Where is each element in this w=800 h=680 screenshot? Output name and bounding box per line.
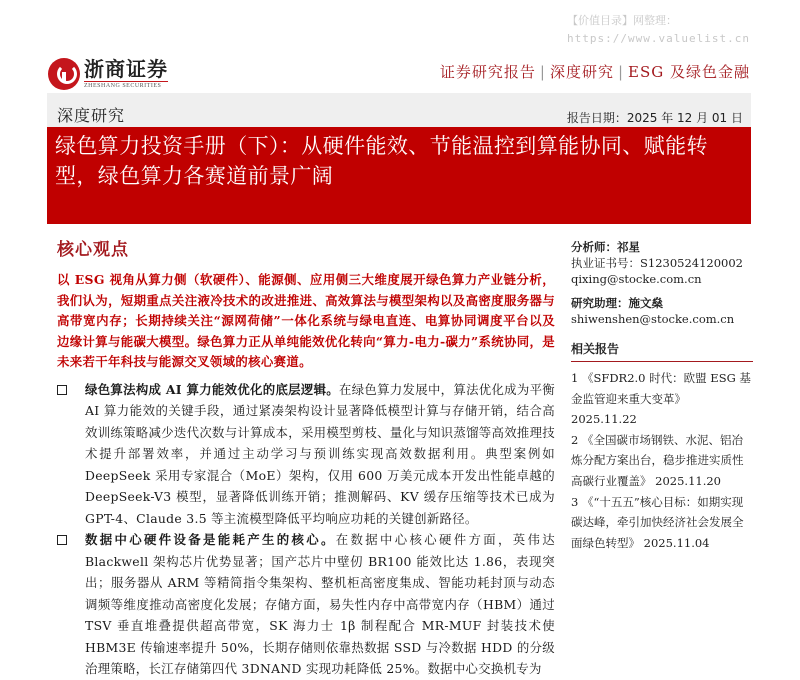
key-point	[57, 379, 555, 530]
analyst-info	[571, 239, 751, 287]
key-point	[57, 529, 555, 680]
core-view-heading: 核心观点	[57, 240, 129, 260]
analyst-label: 分析师：	[571, 240, 617, 254]
assistant-info	[571, 295, 751, 327]
header-category-nav	[440, 61, 750, 82]
nav-item-research-report: 证券研究报告	[439, 63, 536, 81]
key-point-lead: 数据中心硬件设备是能耗产生的核心。	[85, 532, 336, 548]
key-point-body: 在绿色算力发展中，算法优化成为平衡 AI 算力能效的关键手段，通过紧凑架构设计显著降低模型计算与存储开销，结合高效训练策略减少迭代次数与计算成本，采用模型剪枝、量化与知识蒸馏等高效推理技术提升部署效率，并通过主动学习与预训练实现高效数据利用。典型案例如 DeepSeek 采用专家混合（MoE）架构，仅用 600 万美元成本开发出性能卓越的 DeepSeek-V3 模型，显著降低训练开销；推测解码、KV 缓存压缩等技术已成为 GPT-4、Claude 3.5 等主流模型降低平均响应功耗的关键创新路径。	[85, 381, 555, 526]
title-banner	[47, 127, 751, 224]
related-report-item[interactable]: 2 《全国碳市场钢铁、水泥、铝冶炼分配方案出台，稳步推进实质性高碳行业覆盖》 2025.11.20	[571, 432, 744, 488]
logo-mark-icon	[48, 58, 80, 90]
report-date: 报告日期：2025 年 12 月 01 日	[566, 111, 743, 125]
nav-item-esg: ESG 及绿色金融	[628, 63, 750, 81]
watermark-url: https://www.valuelist.cn	[567, 32, 750, 45]
core-view-summary: 以 ESG 视角从算力侧（软硬件）、能源侧、应用侧三大维度展开绿色算力产业链分析，我们认为，短期重点关注液冷技术的改进推进、高效算法与模型架构以及高密度服务器与高带宽内存；长期持续关注“源网荷储”一体化系统与绿电直连、电算协同调度平台以及边缘计算与能碳大模型。绿色算力正从单纯能效优化转向“算力-电力-碳力”系统协同，是未来若干年科技与能源交叉领域的核心赛道。	[57, 272, 555, 370]
related-reports-heading: 相关报告	[571, 341, 753, 362]
doc-type-band	[47, 93, 751, 127]
report-title: 绿色算力投资手册（下）：从硬件能效、节能温控到算能协同、赋能转型，绿色算力各赛道前景广阔	[55, 134, 708, 188]
separator: |	[617, 63, 625, 81]
logo-name-cn: 浙商证券	[84, 57, 168, 81]
main-content	[57, 235, 555, 680]
related-report-item[interactable]: 3 《“十五五”核心目标：如期实现碳达峰，牵引加快经济社会发展全面绿色转型》 2025.11.04	[571, 494, 744, 550]
sidebar	[571, 239, 751, 553]
separator: |	[539, 63, 546, 81]
analyst-cert: 执业证书号：S1230524120002	[571, 256, 743, 270]
assistant-name: 施文燊	[628, 296, 663, 310]
key-point-body: 在数据中心核心硬件方面，英伟达 Blackwell 架构芯片优势显著；国产芯片中壁仞 BR100 能效比达 1.86，表现突出；服务器从 ARM 等精简指令集架构、整机柜高密度集成、智能功耗封顶与动态调频等维度推动高密度化发展；存储方面，易失性内存中高带宽内存（HBM）通过 TSV 垂直堆叠提供超高带宽，SK 海力士 1β 制程配合 MR-MUF 封装技术使 HBM3E 传输速率提升 50%，长期存储则依靠热数据 SSD 与冷数据 HDD 的分级治理策略，长江存储第四代 3DNAND 实现功耗降低 25%。数据中心交换机专为	[85, 532, 555, 677]
assistant-label: 研究助理：	[571, 296, 629, 310]
related-reports-list	[571, 368, 751, 553]
company-logo	[48, 55, 168, 93]
assistant-email[interactable]: shiwenshen@stocke.com.cn	[571, 312, 735, 326]
watermark-line1: 【价值目录】网整理：	[567, 14, 678, 27]
analyst-name: 祁星	[617, 240, 640, 254]
related-report-item[interactable]: 1 《SFDR2.0 时代：欧盟 ESG 基金监管迎来重大变革》 2025.11.22	[571, 371, 751, 427]
nav-item-deep-research: 深度研究	[549, 63, 614, 81]
logo-name-en: ZHESHANG SECURITIES	[84, 81, 168, 91]
key-point-lead: 绿色算法构成 AI 算力能效优化的底层逻辑。	[85, 381, 339, 397]
checkbox-bullet-icon	[57, 535, 67, 545]
analyst-email[interactable]: qixing@stocke.com.cn	[571, 272, 702, 286]
watermark	[567, 12, 750, 48]
checkbox-bullet-icon	[57, 385, 67, 395]
key-points-list	[57, 379, 555, 680]
doc-type-label: 深度研究	[57, 106, 126, 125]
